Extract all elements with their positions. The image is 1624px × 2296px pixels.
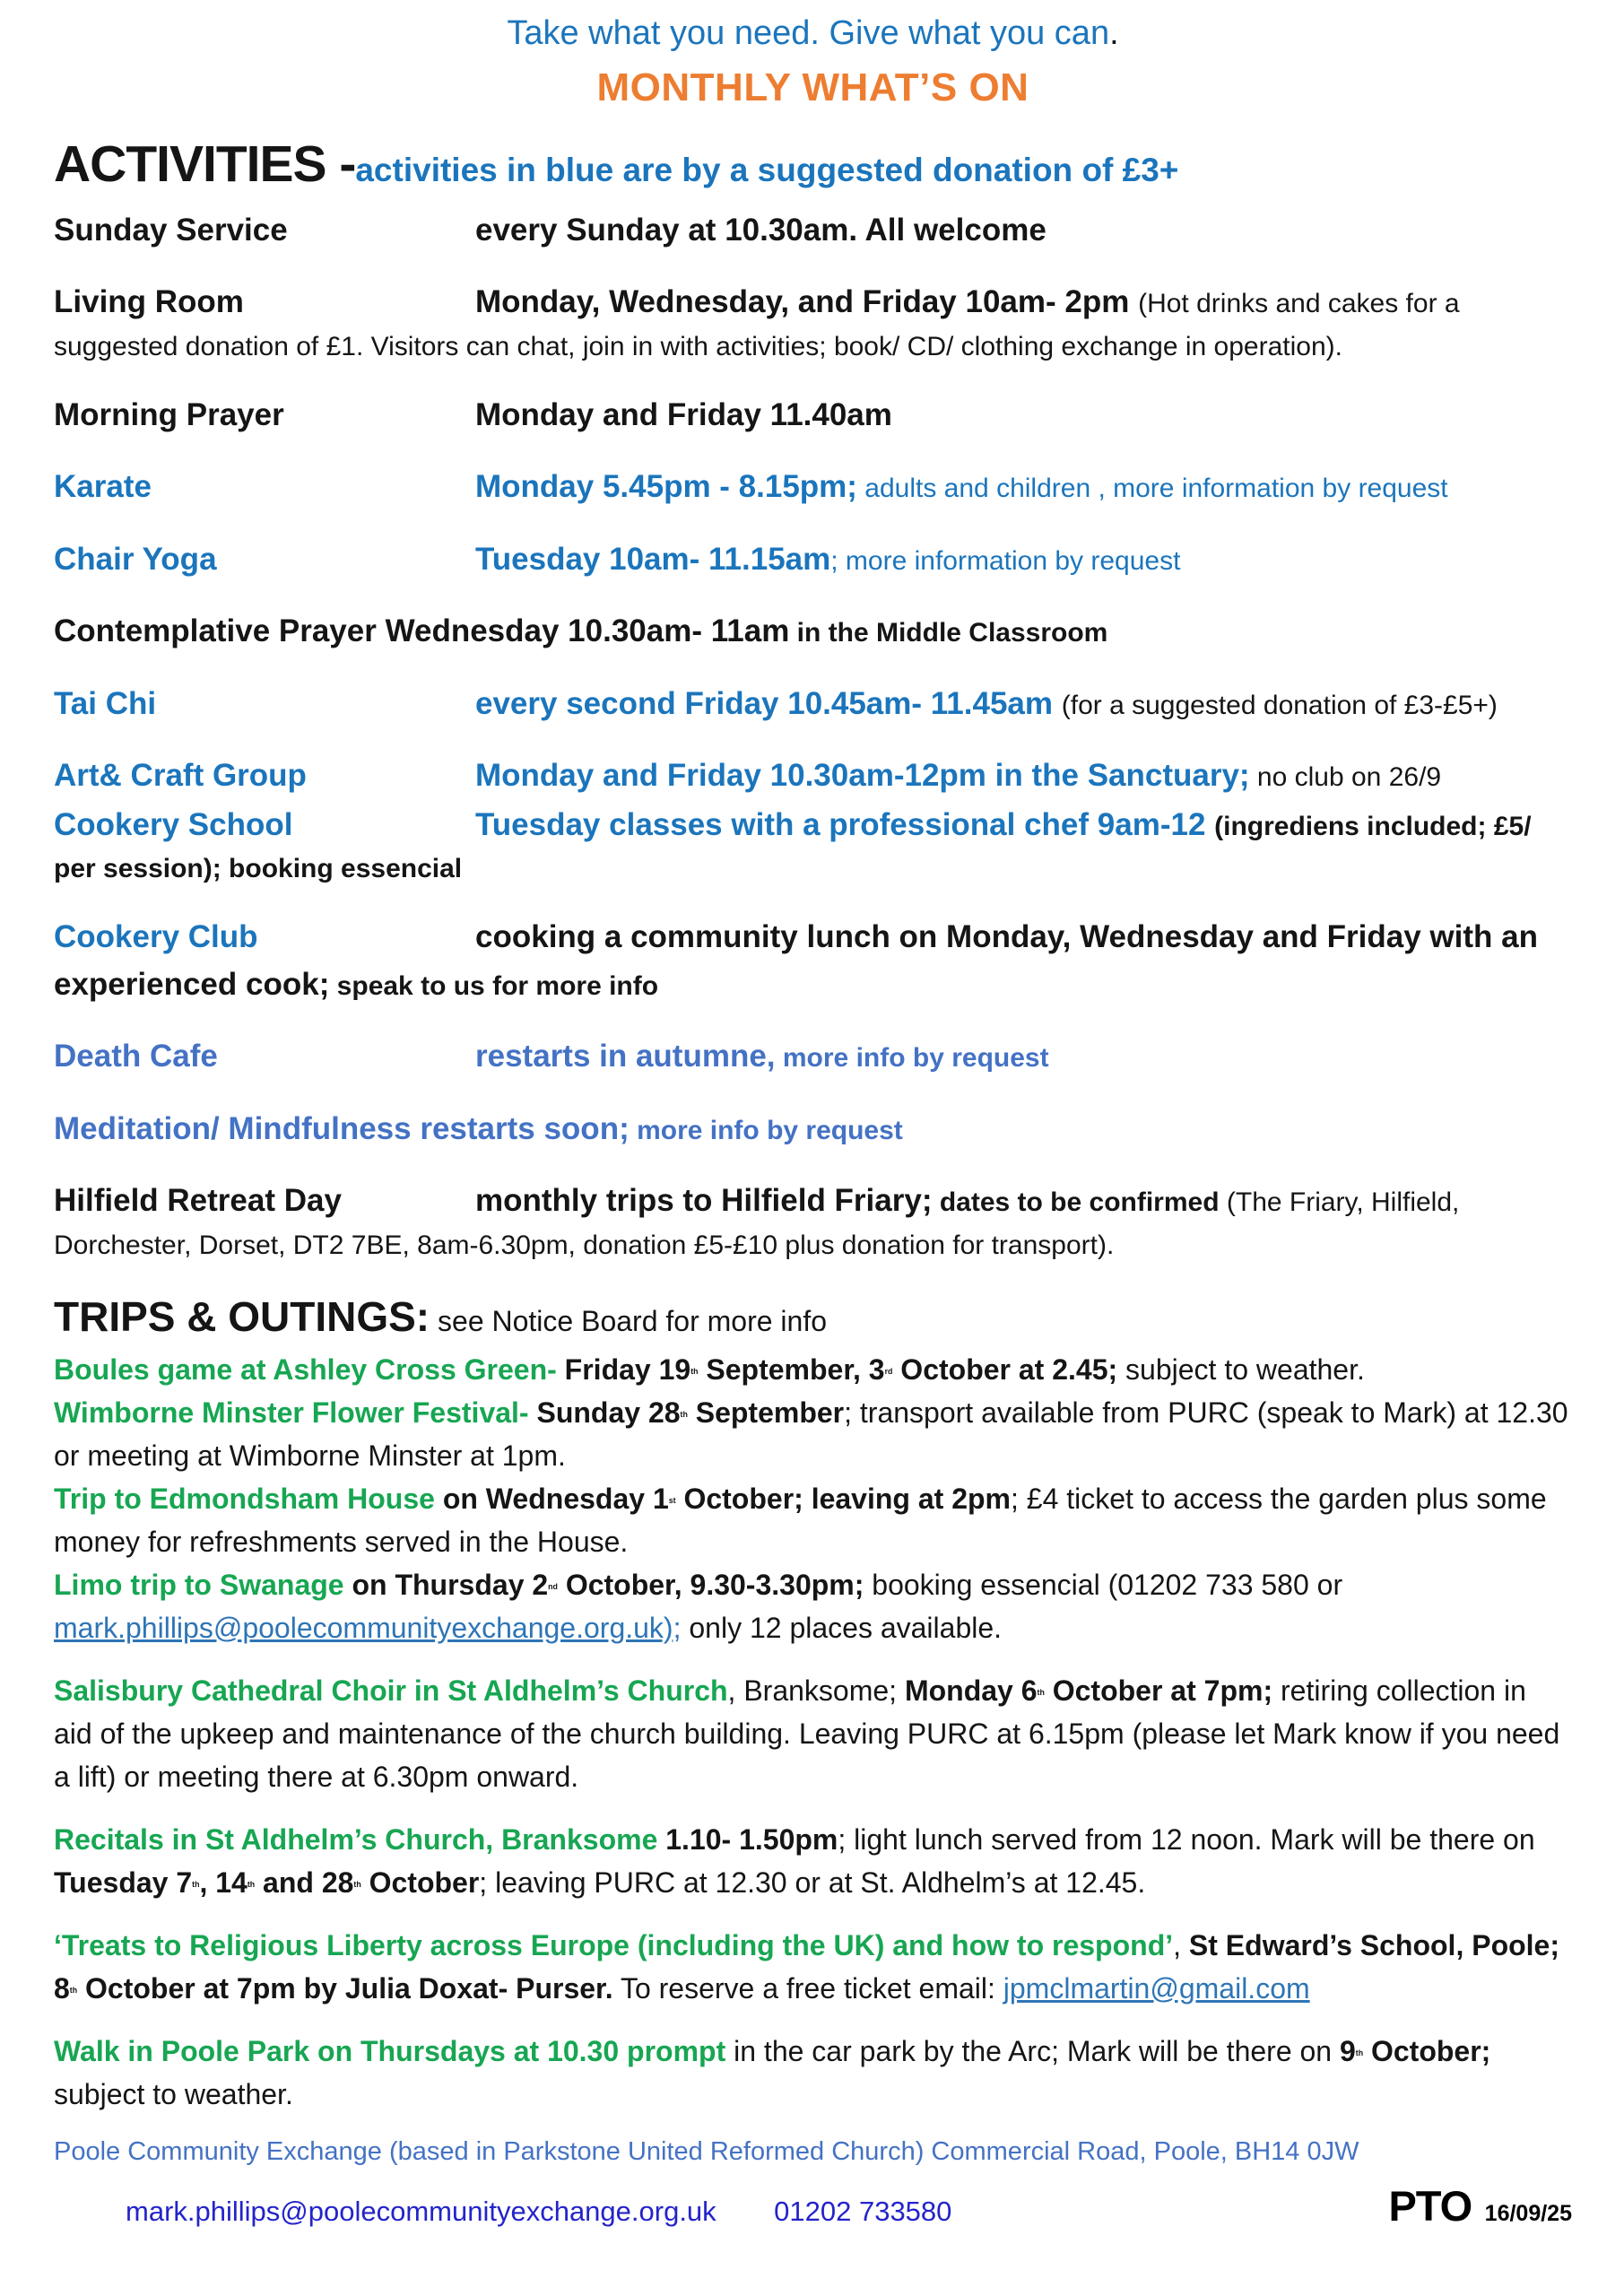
text-run: Take what you need. Give what you can [507, 14, 1110, 52]
activity-cookery-club [54, 914, 1572, 1008]
activity-label: Sunday Service [54, 212, 288, 248]
text-run: September, 3 [698, 1352, 885, 1386]
text-run: Tuesday classes with a professional chef 9am-12 [475, 806, 1215, 842]
text-run: Friday 19 [556, 1352, 691, 1386]
trip-edmondsham-house [54, 1477, 1572, 1563]
text-run: (ingrediens included; £5/ per session); booking essencial [54, 811, 1532, 884]
text-run: October at 2.45; [892, 1352, 1118, 1386]
text-run: only 12 places available. [681, 1611, 1003, 1644]
text-run: ; £4 ticket to access the garden plus some money for refreshments served in the House. [54, 1482, 1547, 1558]
text-run: 9 [1339, 2034, 1356, 2067]
text-run: Monday 6 [904, 1674, 1038, 1707]
text-run: th [247, 1879, 256, 1889]
text-run: th [192, 1879, 200, 1889]
activity-tai-chi [54, 681, 1572, 728]
text-run: Monday 5.45pm - 8.15pm; [475, 469, 857, 505]
footer-contact-row [54, 2181, 1572, 2231]
trip-limo-swanage [54, 1563, 1572, 1649]
page-title [54, 63, 1572, 112]
text-run: Meditation/ Mindfulness restarts soon; [54, 1110, 630, 1146]
text-run: , 14 [199, 1866, 248, 1899]
text-run: (The Friary, Hilfield, Dorchester, Dorset, DT2 7BE, 8am-6.30pm, donation £5-£10 plus donation for transport). [54, 1187, 1460, 1260]
text-run: in the car park by the Arc; Mark will be there on [734, 2034, 1340, 2067]
trips-heading [54, 1291, 1572, 1344]
activity-label: Karate [54, 469, 152, 505]
text-run: Salisbury Cathedral Choir in St Aldhelm’s Church [54, 1674, 728, 1707]
text-run: October; leaving at 2pm [675, 1482, 1011, 1515]
text-run: ‘Treats to Religious Liberty across Europe (including the UK) and how to respond’ [54, 1928, 1174, 1961]
activity-karate [54, 464, 1572, 511]
footer-date: 16/09/25 [1484, 2201, 1572, 2227]
text-run: Walk in Poole Park on Thursdays at 10.30 prompt [54, 2034, 734, 2067]
text-run: To reserve a free ticket email: [612, 1971, 1003, 2005]
text-run: MONTHLY WHAT’S ON [596, 65, 1029, 109]
activity-label: Hilfield Retreat Day [54, 1183, 342, 1219]
activity-label: Cookery School [54, 806, 293, 842]
activity-label: Chair Yoga [54, 541, 217, 577]
text-run: Monday and Friday 11.40am [475, 396, 892, 432]
footer-pto-group [1388, 2181, 1572, 2231]
text-run: every second Friday 10.45am- 11.45am [475, 685, 1062, 721]
text-run: Limo trip to Swanage [54, 1568, 344, 1601]
text-run: see Notice Board for more info [430, 1304, 827, 1337]
text-run: ; more information by request [830, 545, 1181, 576]
text-run: Monday, Wednesday, and Friday 10am- 2pm [475, 284, 1139, 320]
text-run: subject to weather. [1117, 1352, 1365, 1386]
text-run: th [680, 1409, 688, 1419]
text-run: (for a suggested donation of £3-£5+) [1061, 690, 1498, 720]
text-run: ACTIVITIES - [54, 135, 356, 193]
text-run: October [360, 1866, 480, 1899]
text-run: 1.10- 1.50pm [665, 1822, 838, 1856]
text-run: October, 9.30-3.30pm; [557, 1568, 864, 1601]
activity-chair-yoga [54, 536, 1572, 584]
text-run: October at 7pm; [1044, 1674, 1273, 1707]
ticket-email-link[interactable]: jpmclmartin@gmail.com [1003, 1971, 1310, 2005]
text-run: speak to us for more info [329, 970, 659, 1001]
text-run: monthly trips to Hilfield Friary; [475, 1183, 933, 1219]
text-run: St Edward’s School, Poole; 8 [54, 1928, 1559, 2005]
tagline [54, 13, 1572, 56]
activity-label: Tai Chi [54, 685, 157, 721]
text-run: (Hot drinks and cakes for a suggested donation of £1. Visitors can chat, join in with activities; book/ CD/ clothing exchange in operation). [54, 289, 1460, 361]
text-run: on Wednesday 1 [434, 1482, 669, 1515]
text-run: Tuesday 7 [54, 1866, 193, 1899]
text-run: activities in blue are by a suggested donation of £3+ [355, 151, 1179, 188]
text-run: th [69, 1985, 78, 1995]
text-run: September [687, 1396, 845, 1429]
text-run: ; leaving PURC at 12.30 or at St. Aldhelm’s at 12.45. [479, 1866, 1146, 1899]
text-run: no club on 26/9 [1249, 762, 1442, 793]
text-run: Boules game at Ashley Cross Green- [54, 1352, 557, 1386]
limo-email-link[interactable]: mark.phillips@poolecommunityexchange.org.uk); [54, 1611, 682, 1644]
pto-label: PTO [1388, 2182, 1472, 2231]
text-run: Monday and Friday 10.30am-12pm in the Sanctuary; [475, 758, 1250, 794]
text-run: Trip to Edmondsham House [54, 1482, 435, 1515]
text-run: Poole Community Exchange (based in Parkstone United Reformed Church) Commercial Road, Poole, BH14 0JW [54, 2136, 1359, 2166]
text-run: th [1037, 1687, 1045, 1697]
text-run: th [1355, 2048, 1364, 2057]
text-run: nd [548, 1581, 558, 1591]
text-run: , Branksome; [727, 1674, 905, 1707]
activity-living-room [54, 279, 1572, 367]
text-run: every Sunday at 10.30am. All welcome [475, 212, 1046, 248]
trip-boules [54, 1348, 1572, 1391]
activity-label: Cookery Club [54, 919, 258, 955]
text-run: on Thursday 2 [343, 1568, 549, 1601]
event-recitals-st-aldhelms [54, 1818, 1572, 1904]
text-run: dates to be confirmed [932, 1187, 1227, 1218]
event-treats-religious-liberty [54, 1924, 1572, 2010]
text-run: ; light lunch served from 12 noon. Mark will be there on [838, 1822, 1535, 1856]
activity-label: Morning Prayer [54, 396, 284, 432]
activity-meditation-mindfulness [54, 1106, 1572, 1153]
event-salisbury-cathedral-choir [54, 1669, 1572, 1798]
text-run: , [1173, 1928, 1189, 1961]
text-run: restarts in autumne, [475, 1039, 776, 1074]
text-run: and 28 [255, 1866, 354, 1899]
activity-label: Art& Craft Group [54, 758, 307, 794]
trip-wimborne-flower-festival [54, 1391, 1572, 1477]
text-run: TRIPS & OUTINGS: [54, 1292, 430, 1340]
text-run: th [353, 1879, 361, 1889]
event-walk-poole-park [54, 2030, 1572, 2116]
text-run: rd [884, 1366, 893, 1376]
content [54, 13, 1572, 2169]
text-run: Sunday 28 [528, 1396, 681, 1429]
text-run: October; [1363, 2034, 1491, 2067]
activity-label: Death Cafe [54, 1039, 218, 1074]
text-run: st [668, 1495, 676, 1505]
footer-phone: 01202 733580 [774, 2196, 952, 2228]
activity-cookery-school [54, 802, 1572, 890]
text-run: cooking a community lunch on Monday, Wednesday and Friday with an experienced cook; [54, 919, 1538, 1002]
activities-heading [54, 134, 1572, 195]
text-run: October at 7pm by Julia Doxat- Purser. [77, 1971, 613, 2005]
activity-art-craft-group [54, 752, 1572, 800]
footer-address [54, 2135, 1572, 2170]
text-run: Contemplative Prayer Wednesday 10.30am- 11am [54, 613, 790, 649]
activity-label: Living Room [54, 284, 244, 320]
activity-contemplative-prayer [54, 608, 1572, 656]
text-run: Recitals in St Aldhelm’s Church, Branksome [54, 1822, 666, 1856]
text-run: more info by request [775, 1043, 1049, 1074]
text-run: Wimborne Minster Flower Festival- [54, 1396, 529, 1429]
text-run: th [690, 1366, 699, 1376]
activity-morning-prayer [54, 392, 1572, 439]
activity-hilfield-retreat-day [54, 1178, 1572, 1265]
footer-email: mark.phillips@poolecommunityexchange.org.uk [126, 2196, 716, 2228]
activity-sunday-service [54, 207, 1572, 255]
text-run: . [1109, 14, 1119, 52]
text-run: more info by request [629, 1115, 903, 1145]
activity-death-cafe [54, 1033, 1572, 1081]
text-run: booking essencial (01202 733 580 or [864, 1568, 1343, 1601]
text-run: retiring collection in aid of the upkeep and maintenance of the church building. Leaving PURC at 6.15pm (please let Mark know if you need a lift) or meeting there at 6.30pm onward. [54, 1674, 1560, 1793]
text-run: adults and children , more information by request [856, 474, 1448, 504]
text-run: subject to weather. [54, 2077, 293, 2110]
text-run: ; transport available from PURC (speak to Mark) at 12.30 or meeting at Wimborne Minster at 1pm. [54, 1396, 1568, 1472]
text-run: in the Middle Classroom [789, 618, 1108, 648]
footer-contact-left [126, 2196, 951, 2228]
text-run: Tuesday 10am- 11.15am [475, 541, 831, 577]
